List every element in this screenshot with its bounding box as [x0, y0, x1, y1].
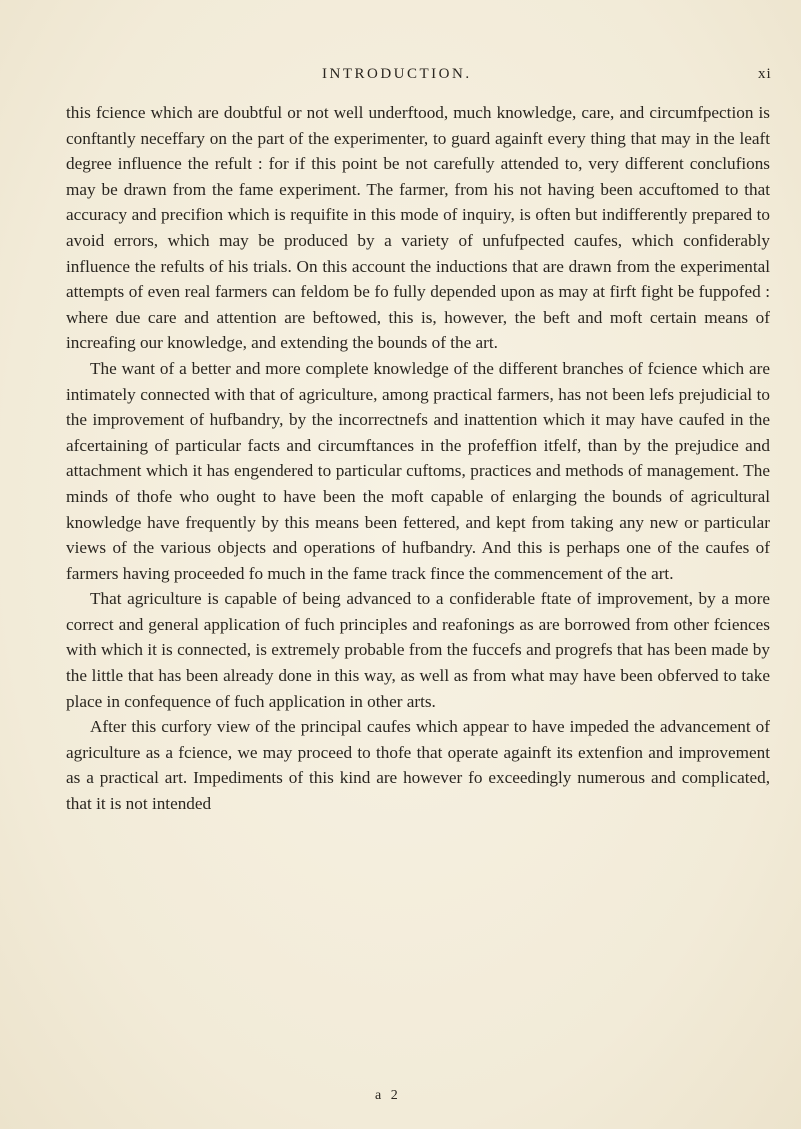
running-head-title: INTRODUCTION. — [322, 66, 472, 82]
signature-mark: a 2 — [375, 1088, 401, 1103]
paragraph: The want of a better and more complete knowledge of the different branches of fcience which are intimately connected with that of agriculture, among practical farmers, has not been lefs prejudicial to the improvement of hufbandry, by the incorrectnefs and inattention which it may have caufed in the afcertaining of particular facts and circumftances in the profeffion itfelf, than by the prejudice and attachment which it has engendered to particular cuftoms, practices and methods of management. The minds of thofe who ought to have been the moft capable of enlarging the bounds of agricultural knowledge have frequently by this means been fettered, and kept from taking any new or particular views of the various objects and operations of hufbandry. And this is perhaps one of the caufes of farmers having proceeded fo much in the fame track fince the commencement of the art. — [66, 358, 770, 583]
paragraph: That agriculture is capable of being advanced to a confiderable ftate of improvement, by a more correct and general application of fuch principles and reafonings as are borrowed from other fciences with which it is connected, is extremely probable from the fuccefs and progrefs that has been made by the little that has been already done in this way, as well as from what may have been obferved to take place in confequence of fuch application in other arts. — [66, 589, 770, 711]
running-head — [0, 66, 801, 90]
paragraph: After this curfory view of the principal caufes which appear to have impeded the advancement of agriculture as a fcience, we may proceed to thofe that operate againft its extenfion and improvement as a practical art. Impediments of this kind are however fo exceedingly numerous and complicated, that it is not intended — [66, 717, 770, 814]
body-text — [66, 100, 770, 817]
paragraph-continued: this fcience which are doubtful or not well underftood, much knowledge, care, and circumfpection is conftantly neceffary on the part of the experimenter, to guard againft every thing that may in the leaft degree influence the refult : for if this point be not carefully attended to, very different conclufions may be drawn from the fame experiment. The farmer, from his not having been accuftomed to that accuracy and precifion which is requifite in this mode of inquiry, is often but indifferently prepared to avoid errors, which may be produced by a variety of unfufpected caufes, which confiderably influence the refults of his trials. On this account the inductions that are drawn from the experimental attempts of even real farmers can feldom be fo fully depended upon as may at firft fight be fuppofed : where due care and attention are beftowed, this is, however, the beft and moft certain means of increafing our knowledge, and extending the bounds of the art. — [66, 103, 770, 353]
page-number: xi — [758, 66, 772, 82]
